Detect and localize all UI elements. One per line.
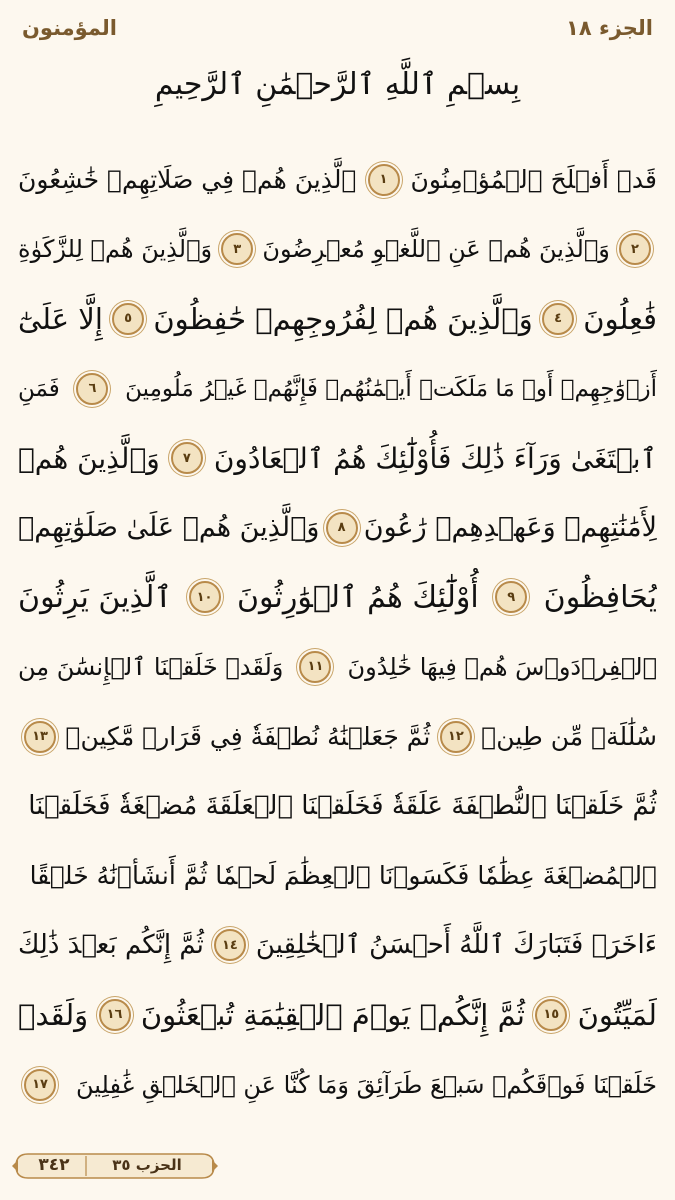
verse-text: ثُمَّ إِنَّكُم بَعۡدَ ذَٰلِكَ — [18, 930, 204, 961]
verse-text: يُحَافِظُونَ — [543, 579, 657, 615]
verse-text: وَلَقَدۡ — [18, 997, 89, 1032]
verse-line — [18, 980, 657, 1050]
verse-text: فَمَنِ — [18, 375, 60, 402]
page-header — [22, 8, 653, 48]
verse-line — [18, 284, 657, 354]
verse-line — [18, 354, 657, 424]
verse-text: وَٱلَّذِينَ هُمۡ لِلزَّكَوٰةِ — [18, 235, 213, 264]
basmala: بِسۡمِ ٱللَّهِ ٱلرَّحۡمَٰنِ ٱلرَّحِيمِ — [154, 67, 521, 102]
verse-line — [18, 841, 657, 911]
verse-text: ثُمَّ جَعَلۡنَٰهُ نُطۡفَةٗ فِي قَرَارٖ مَّكِينٖ — [65, 722, 431, 752]
verse-line — [18, 911, 657, 981]
ayah-number-marker: ٩ — [495, 581, 527, 613]
verse-text: قَدۡ أَفۡلَحَ ٱلۡمُؤۡمِنُونَ — [410, 165, 657, 195]
verse-text: أَزۡوَٰجِهِمۡ أَوۡ مَا مَلَكَتۡ أَيۡمَٰنُهُمۡ فَإِنَّهُمۡ غَيۡرُ مَلُومِينَ — [125, 375, 657, 402]
ayah-number-marker: ١ — [368, 164, 400, 196]
verse-text: لَمَيِّتُونَ — [577, 997, 657, 1032]
verse-line — [18, 632, 657, 702]
verse-text: ٱلۡمُضۡغَةَ عِظَٰمٗا فَكَسَوۡنَا ٱلۡعِظَٰمَ لَحۡمٗا ثُمَّ أَنشَأۡنَٰهُ خَلۡقًا — [29, 861, 657, 891]
ayah-number-marker: ١٠ — [189, 581, 221, 613]
verse-text: ٱلۡفِرۡدَوۡسَ هُمۡ فِيهَا خَٰلِدُونَ — [347, 652, 657, 681]
ayah-number-marker: ١٥ — [535, 999, 567, 1031]
juz-label: الجزء ١٨ — [566, 16, 653, 40]
verse-line — [18, 702, 657, 772]
ayah-number-marker: ٧ — [171, 442, 203, 474]
verse-text-block — [18, 145, 657, 1119]
ayah-number-marker: ٤ — [542, 303, 574, 335]
verse-line — [18, 423, 657, 493]
verse-text: فَٰعِلُونَ — [583, 301, 657, 336]
verse-text: سُلَٰلَةٖ مِّن طِينٖ — [481, 722, 657, 752]
ayah-number-marker: ١٦ — [99, 999, 131, 1031]
verse-text: وَٱلَّذِينَ هُمۡ — [18, 441, 160, 475]
verse-text: خَلَقۡنَا فَوۡقَكُمۡ سَبۡعَ طَرَآئِقَ وَمَا كُنَّا عَنِ ٱلۡخَلۡقِ غَٰفِلِينَ — [76, 1070, 657, 1099]
ayah-number-marker: ١٤ — [214, 929, 246, 961]
verse-text: ٱلَّذِينَ يَرِثُونَ — [18, 579, 173, 615]
ayah-number-marker: ١٢ — [440, 721, 472, 753]
verse-line — [18, 771, 657, 841]
verse-text: وَٱلَّذِينَ هُمۡ عَلَىٰ صَلَوَٰتِهِمۡ — [18, 512, 320, 544]
verse-line — [18, 1050, 657, 1120]
verse-text: وَٱلَّذِينَ هُمۡ لِفُرُوجِهِمۡ حَٰفِظُونَ — [153, 301, 533, 336]
verse-text: ثُمَّ إِنَّكُمۡ يَوۡمَ ٱلۡقِيَٰمَةِ تُبۡعَثُونَ — [140, 997, 525, 1032]
verse-text: ثُمَّ خَلَقۡنَا ٱلنُّطۡفَةَ عَلَقَةٗ فَخَلَقۡنَا ٱلۡعَلَقَةَ مُضۡغَةٗ فَخَلَقۡنَا — [28, 791, 657, 822]
verse-text: ٱلَّذِينَ هُمۡ فِي صَلَاتِهِمۡ خَٰشِعُونَ — [18, 165, 357, 195]
verse-line — [18, 215, 657, 285]
verse-text: أُوْلَٰٓئِكَ هُمُ ٱلۡوَٰرِثُونَ — [236, 579, 479, 615]
verse-text: وَلَقَدۡ خَلَقۡنَا ٱلۡإِنسَٰنَ مِن — [18, 652, 284, 681]
verse-text: ٱبۡتَغَىٰ وَرَآءَ ذَٰلِكَ فَأُوْلَٰٓئِكَ هُمُ ٱلۡعَادُونَ — [213, 441, 657, 475]
ayah-number-marker: ١١ — [299, 651, 331, 683]
ayah-number-marker: ٣ — [221, 233, 253, 265]
verse-line — [18, 493, 657, 563]
verse-text: لِأَمَٰنَٰتِهِمۡ وَعَهۡدِهِمۡ رَٰعُونَ — [363, 512, 657, 544]
verse-text: إِلَّا عَلَىٰٓ — [18, 301, 103, 336]
hizb-label: الحزب ٣٥ — [112, 1156, 182, 1174]
page-number: ٣٤٢ — [38, 1155, 70, 1175]
ayah-number-marker: ٥ — [112, 303, 144, 335]
ayah-number-marker: ٦ — [76, 373, 108, 405]
surah-name: المؤمنون — [22, 16, 117, 40]
page-footer — [10, 1150, 220, 1182]
verse-line — [18, 145, 657, 215]
ayah-number-marker: ١٣ — [24, 721, 56, 753]
ayah-number-marker: ١٧ — [24, 1069, 56, 1101]
verse-text: ءَاخَرَۚ فَتَبَارَكَ ٱللَّهُ أَحۡسَنُ ٱلۡخَٰلِقِينَ — [255, 930, 657, 961]
ayah-number-marker: ٢ — [619, 233, 651, 265]
verse-text: وَٱلَّذِينَ هُمۡ عَنِ ٱللَّغۡوِ مُعۡرِضُونَ — [262, 235, 610, 264]
ayah-number-marker: ٨ — [326, 512, 358, 544]
verse-line — [18, 563, 657, 633]
